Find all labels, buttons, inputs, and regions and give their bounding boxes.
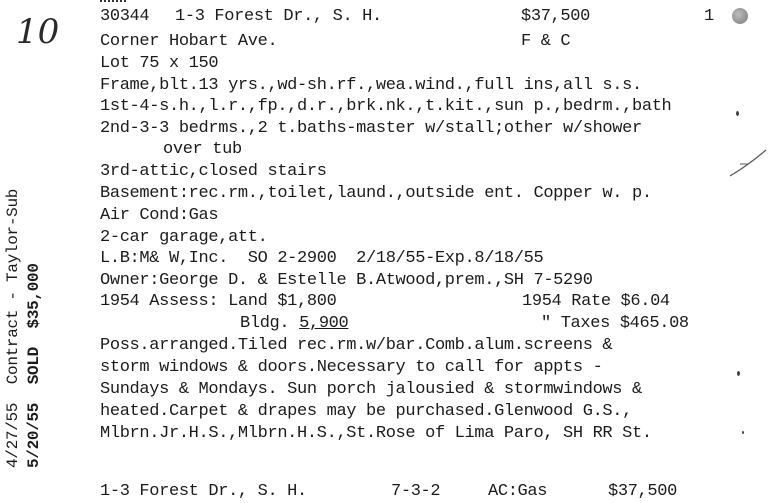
listing-address: 1-3 Forest Dr., S. H.	[175, 7, 382, 26]
lot-size: Lot 75 x 150	[100, 54, 219, 73]
footer-rooms: 7-3-2	[391, 482, 441, 501]
air-conditioning: Air Cond:Gas	[100, 206, 219, 225]
listing-number: 30344	[100, 7, 150, 26]
side-note-contract: 4/27/55 Contract - Taylor-Sub	[4, 188, 22, 468]
paper-clip-mark	[732, 8, 748, 24]
remarks-line: storm windows & doors.Necessary to call for appts -	[100, 358, 603, 377]
handwritten-mark: 10	[16, 12, 60, 52]
ink-speck	[737, 371, 740, 376]
first-floor: 1st-4-s.h.,l.r.,fp.,d.r.,brk.nk.,t.kit.,sun p.,bedrm.,bath	[100, 97, 672, 116]
construction: Frame,blt.13 yrs.,wd-sh.rf.,wea.wind.,full ins,all s.s.	[100, 76, 642, 95]
side-note-sold: 5/20/55 SOLD $35,000	[25, 263, 43, 468]
listing-price: $37,500	[521, 7, 590, 26]
second-floor-cont: over tub	[163, 140, 242, 159]
second-floor: 2nd-3-3 bedrms.,2 t.baths-master w/stall;other w/shower	[100, 119, 642, 138]
bldg-value: 5,900	[299, 314, 349, 333]
footer-price: $37,500	[608, 482, 677, 501]
ink-speck	[736, 111, 739, 116]
remarks-line: Mlbrn.Jr.H.S.,Mlbrn.H.S.,St.Rose of Lima Paro, SH RR St.	[100, 424, 652, 443]
ink-speck	[742, 431, 744, 434]
basement: Basement:rec.rm.,toilet,laund.,outside ent. Copper w. p.	[100, 184, 652, 203]
terms: F & C	[521, 32, 571, 51]
listing-broker: L.B:M& W,Inc. SO 2-2900 2/18/55-Exp.8/18/55	[100, 249, 544, 268]
third-floor: 3rd-attic,closed stairs	[100, 162, 327, 181]
assessment-land: 1954 Assess: Land $1,800	[100, 292, 337, 311]
card-number: 1	[704, 7, 714, 26]
remarks-line: heated.Carpet & drapes may be purchased.Glenwood G.S.,	[100, 402, 632, 421]
footer-ac: AC:Gas	[488, 482, 548, 501]
owner: Owner:George D. & Estelle B.Atwood,prem.,SH 7-5290	[100, 271, 593, 290]
top-dotted-mark	[100, 0, 126, 4]
tax-rate: 1954 Rate $6.04	[522, 292, 670, 311]
cross-street: Corner Hobart Ave.	[100, 32, 278, 51]
footer-address: 1-3 Forest Dr., S. H.	[100, 482, 307, 501]
garage: 2-car garage,att.	[100, 228, 268, 247]
pencil-stroke-mark	[728, 146, 768, 180]
bldg-label: Bldg.	[240, 314, 300, 333]
taxes: " Taxes $465.08	[541, 314, 689, 333]
remarks-line: Sundays & Mondays. Sun porch jalousied & stormwindows &	[100, 380, 642, 399]
remarks-line: Poss.arranged.Tiled rec.rm.w/bar.Comb.alum.screens &	[100, 336, 613, 355]
assessment-building	[240, 313, 348, 335]
